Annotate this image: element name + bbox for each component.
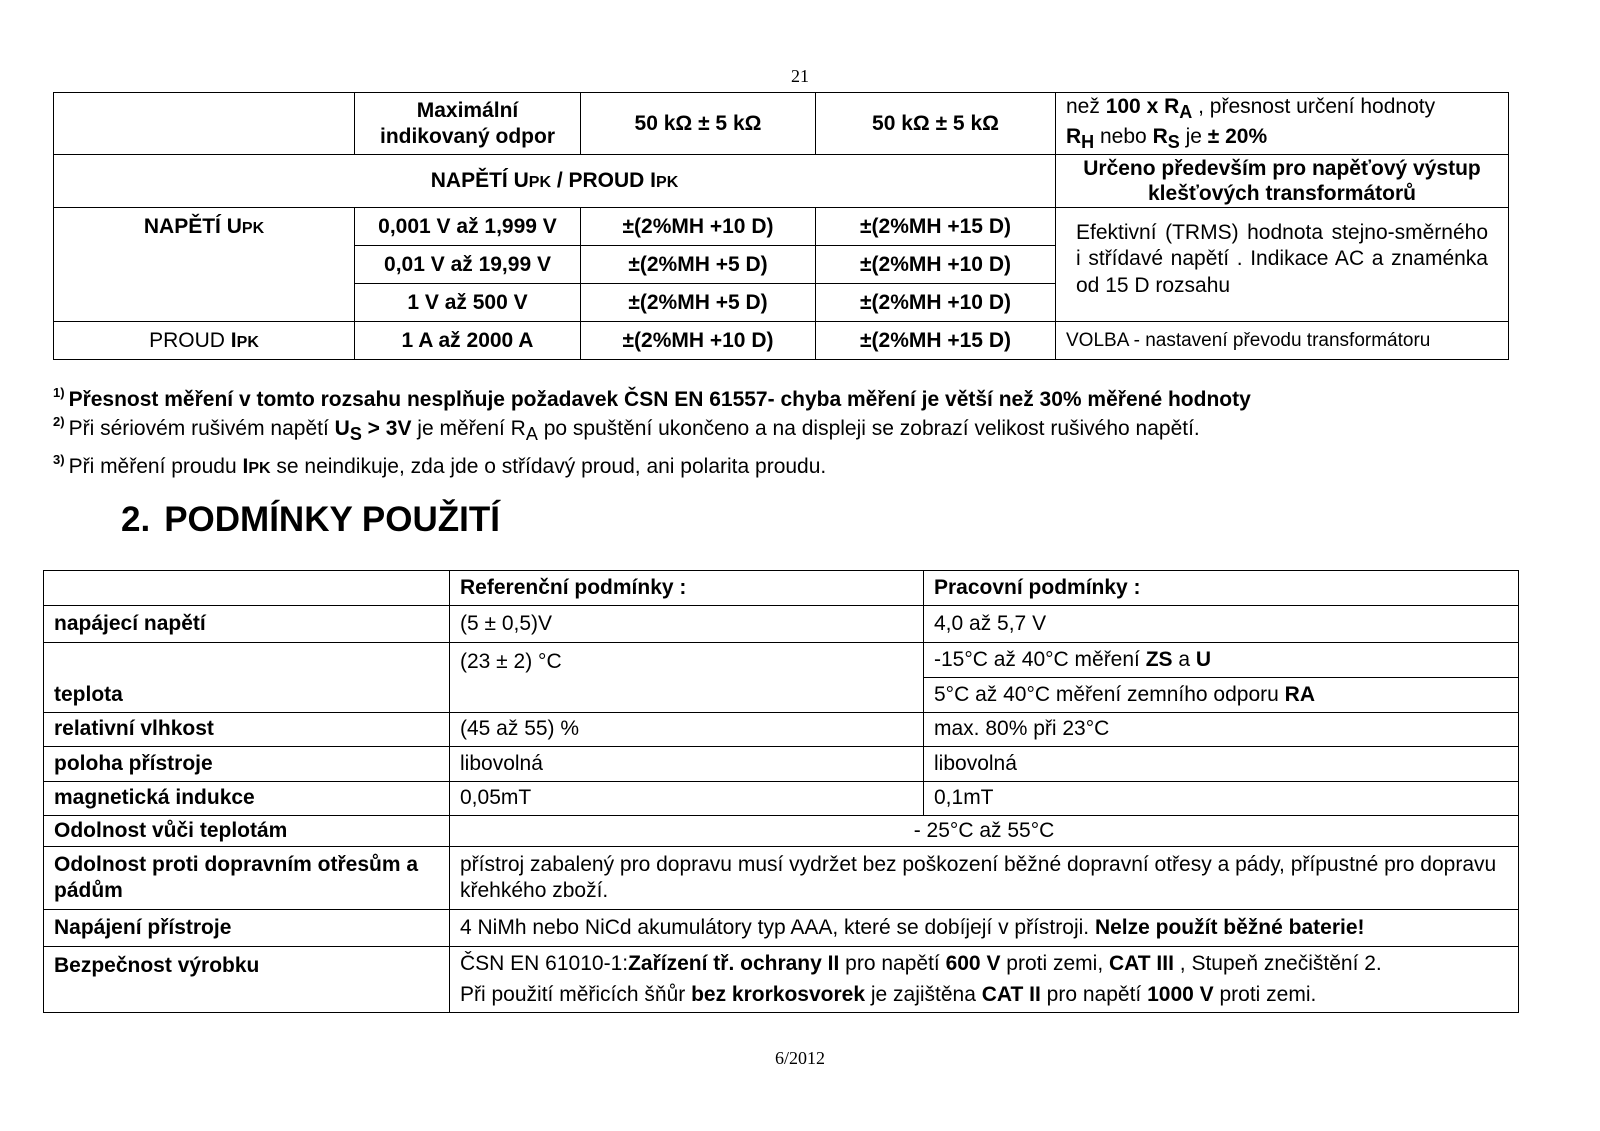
reference-header: Referenční podmínky :: [450, 571, 924, 606]
table-cell: 4 NiMh nebo NiCd akumulátory typ AAA, které se dobíjejí v přístroji. Nelze použít běžné baterie!: [450, 910, 1519, 947]
footnote-1: $^{1)}$ Přesnost měření v tomto rozsahu nesplňuje požadavek ČSN EN 61557- chyba měření je větší než 30% měřené hodnoty: [53, 385, 1251, 411]
row-label: relativní vlhkost: [44, 713, 450, 747]
current-label: PROUD IPK: [54, 322, 355, 360]
voltage-note: Efektivní (TRMS) hodnota stejno-směrného i střídavé napětí . Indikace AC a znaménka od 15 D rozsahu: [1056, 208, 1509, 322]
section-note: Určeno především pro napěťový výstup klešťových transformátorů: [1056, 155, 1509, 208]
row-label: Odolnost proti dopravním otřesům a pádům: [44, 847, 450, 910]
row-label: Napájení přístroje: [44, 910, 450, 947]
table-cell: ±(2%MH +10 D): [581, 208, 816, 246]
table-cell: ±(2%MH +15 D): [816, 208, 1056, 246]
table-cell: libovolná: [450, 747, 924, 782]
table-cell: 1 A až 2000 A: [355, 322, 581, 360]
section-header-cell: NAPĚTÍ UPK / PROUD IPK: [54, 155, 1056, 208]
table-cell: 50 kΩ ± 5 kΩ: [816, 93, 1056, 155]
table-cell: -15°C až 40°C měření ZS a U: [924, 643, 1519, 678]
section-heading: 2. PODMÍNKY POUŽITÍ: [121, 500, 500, 539]
table-cell: 0,1mT: [924, 782, 1519, 816]
voltage-label: NAPĚTÍ UPK: [54, 208, 355, 322]
table-cell: (23 ± 2) °C: [450, 643, 924, 713]
table-cell: ±(2%MH +10 D): [816, 246, 1056, 284]
table-cell: ±(2%MH +10 D): [581, 322, 816, 360]
table-cell: ±(2%MH +10 D): [816, 284, 1056, 322]
measurement-table: [53, 92, 1509, 360]
table-cell: 0,001 V až 1,999 V: [355, 208, 581, 246]
table-cell: (45 až 55) %: [450, 713, 924, 747]
table-cell: 5°C až 40°C měření zemního odporu RA: [924, 678, 1519, 713]
table-cell: [44, 571, 450, 606]
table-cell: 4,0 až 5,7 V: [924, 606, 1519, 643]
table-cell: 0,01 V až 19,99 V: [355, 246, 581, 284]
row-label: Odolnost vůči teplotám: [44, 816, 450, 847]
table-cell: max. 80% při 23°C: [924, 713, 1519, 747]
max-resistance-label: Maximální indikovaný odpor: [355, 93, 581, 155]
current-note: VOLBA - nastavení převodu transformátoru: [1056, 322, 1509, 360]
table-cell: ±(2%MH +5 D): [581, 246, 816, 284]
working-header: Pracovní podmínky :: [924, 571, 1519, 606]
table-cell: 1 V až 500 V: [355, 284, 581, 322]
footnote-2: $^{2)}$ Při sériovém rušivém napětí $U_S > 3V$ je měření $R_A$ po spuštění ukončeno a na displeji se zobrazí velikost rušivého napětí.: [53, 414, 1200, 444]
table-cell: libovolná: [924, 747, 1519, 782]
table-cell: přístroj zabalený pro dopravu musí vydržet bez poškození běžné dopravní otřesy a pády, přípustné pro dopravu křehkého zboží.: [450, 847, 1519, 910]
table-cell: (5 ± 0,5)V: [450, 606, 924, 643]
table-cell: ±(2%MH +5 D): [581, 284, 816, 322]
table-cell: - 25°C až 55°C: [450, 816, 1519, 847]
footer-date: 6/2012: [774, 1048, 825, 1068]
table-cell: ČSN EN 61010-1:Zařízení tř. ochrany II pro napětí 600 V proti zemi, CAT III , Stupeň znečištění 2. Při použití měřicích šňůr bez krorkosvorek je zajištěna CAT II pro napětí 1000 V proti zemi.: [450, 947, 1519, 1013]
row-label: Bezpečnost výrobku: [44, 947, 450, 1013]
page-number: 21: [791, 66, 809, 86]
conditions-table: [43, 570, 1519, 1013]
table-cell: 0,05mT: [450, 782, 924, 816]
table-cell: ±(2%MH +15 D): [816, 322, 1056, 360]
row-label: napájecí napětí: [44, 606, 450, 643]
table-cell: [54, 93, 355, 155]
row-label: teplota: [44, 643, 450, 713]
table-cell: 50 kΩ ± 5 kΩ: [581, 93, 816, 155]
footnote-3: $^{3)}$ Při měření proudu IPK se neindikuje, zda jde o střídavý proud, ani polarita proudu.: [53, 452, 827, 478]
row-label: poloha přístroje: [44, 747, 450, 782]
row-label: magnetická indukce: [44, 782, 450, 816]
accuracy-note: než 100 x $R_A$ , přesnost určení hodnoty $R_H$ nebo $R_S$ je ± 20%: [1056, 93, 1509, 155]
